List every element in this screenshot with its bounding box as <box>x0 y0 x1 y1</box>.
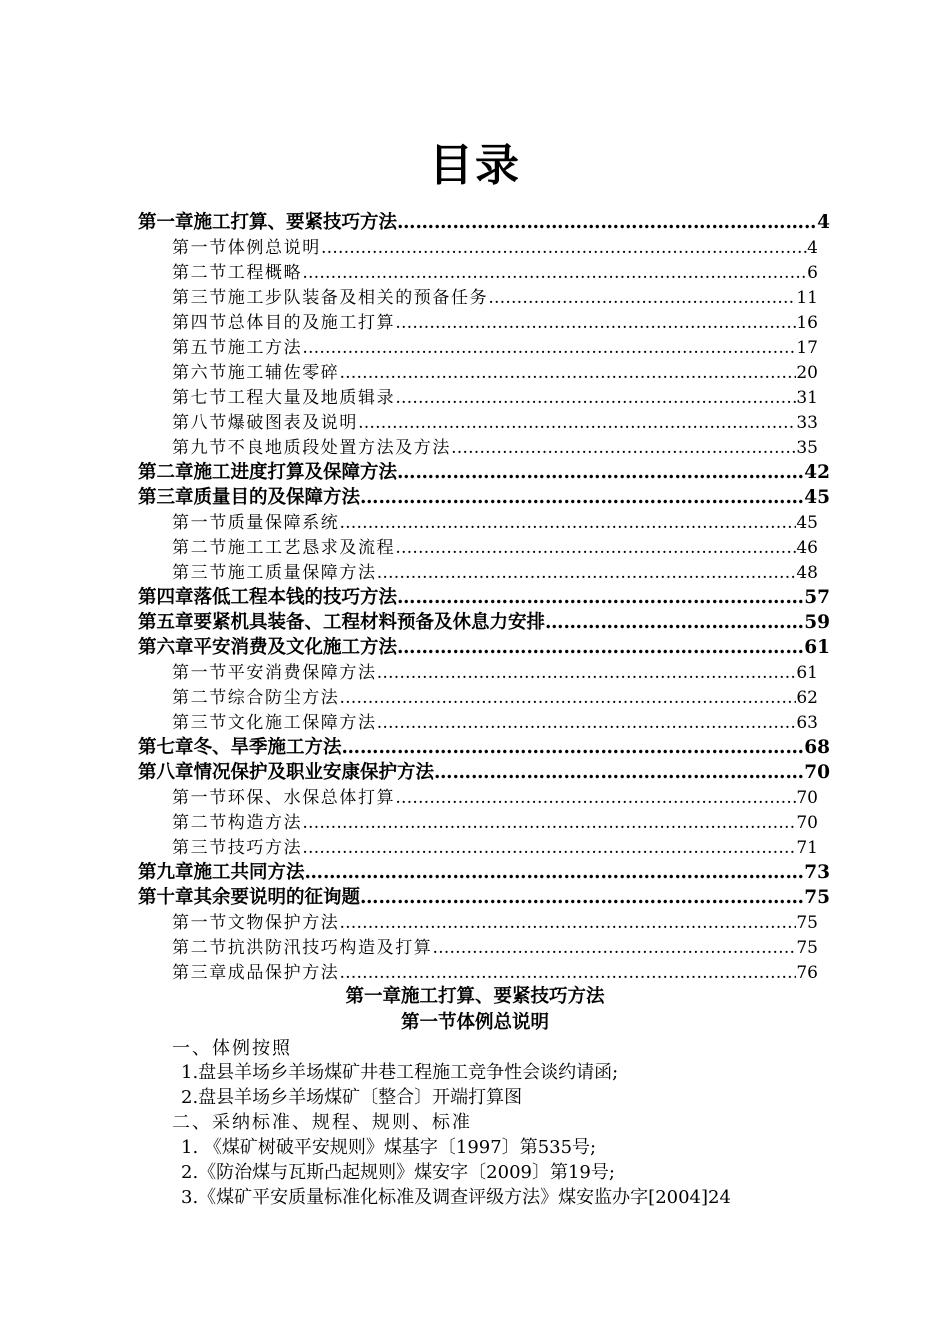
body-line: 2.盘县羊场乡羊场煤矿〔整合〕开端打算图 <box>181 1087 523 1108</box>
toc-leader-dots <box>432 938 796 958</box>
toc-page-number: 6 <box>807 263 818 283</box>
toc-leader-dots <box>321 238 807 258</box>
toc-page-number: 4 <box>817 212 830 233</box>
toc-chapter-entry <box>138 608 830 633</box>
toc-section-entry <box>172 908 818 933</box>
toc-page-number: 70 <box>796 813 818 833</box>
section-heading: 第一节体例总说明 <box>400 1012 549 1033</box>
toc-leader-dots <box>395 788 796 808</box>
toc-entry-label: 第二节综合防尘方法 <box>172 688 340 708</box>
toc-section-entry <box>172 958 818 983</box>
toc-entry-label: 第一节体例总说明 <box>172 238 321 258</box>
toc-section-entry <box>172 308 818 333</box>
toc-entry-label: 第六节施工辅佐零碎 <box>172 363 340 383</box>
toc-entry-label: 第二章施工进度打算及保障方法 <box>138 462 398 483</box>
toc-entry-label: 第八节爆破图表及说明 <box>172 413 358 433</box>
toc-leader-dots <box>360 487 804 508</box>
toc-leader-dots <box>397 587 804 608</box>
toc-chapter-entry <box>138 633 830 658</box>
toc-chapter-entry <box>138 483 830 508</box>
toc-leader-dots <box>339 963 796 983</box>
body-line: 二、采纳标准、规程、规则、标准 <box>172 1112 472 1133</box>
toc-chapter-entry <box>138 208 830 233</box>
toc-page-number: 35 <box>796 438 818 458</box>
body-line: 2.《防治煤与瓦斯凸起规则》煤安字〔2009〕第19号; <box>181 1162 615 1183</box>
toc-page-number: 4 <box>807 238 818 258</box>
toc-chapter-entry <box>138 458 830 483</box>
toc-chapter-entry <box>138 858 830 883</box>
toc-leader-dots <box>339 688 796 708</box>
toc-page-number: 45 <box>804 487 830 508</box>
toc-entry-label: 第五节施工方法 <box>172 338 303 358</box>
toc-section-entry <box>172 808 818 833</box>
toc-chapter-entry <box>138 758 830 783</box>
toc-page-number: 45 <box>796 513 818 533</box>
toc-page-number: 17 <box>796 338 818 358</box>
toc-leader-dots <box>397 462 804 483</box>
toc-page-number: 31 <box>796 388 818 408</box>
toc-entry-label: 第二节工程概略 <box>172 263 303 283</box>
toc-entry-label: 第四章落低工程本钱的技巧方法 <box>138 587 398 608</box>
toc-entry-label: 第三章成品保护方法 <box>172 963 340 983</box>
toc-page-number: 16 <box>796 313 818 333</box>
toc-entry-label: 第二节抗洪防汛技巧构造及打算 <box>172 938 433 958</box>
toc-leader-dots <box>397 212 817 233</box>
toc-section-entry <box>172 658 818 683</box>
body-line: 3.《煤矿平安质量标准化标准及调查评级方法》煤安监办字[2004]24 <box>181 1187 731 1208</box>
toc-page-number: 61 <box>796 663 818 683</box>
toc-section-entry <box>172 258 818 283</box>
toc-leader-dots <box>302 813 796 833</box>
toc-entry-label: 第一节文物保护方法 <box>172 913 340 933</box>
toc-page-number: 11 <box>796 288 818 308</box>
toc-entry-label: 第三节施工步队装备及相关的预备任务 <box>172 288 489 308</box>
toc-page-number: 48 <box>796 563 818 583</box>
toc-page-number: 33 <box>796 413 818 433</box>
toc-entry-label: 第三节文化施工保障方法 <box>172 713 377 733</box>
toc-leader-dots <box>342 737 805 758</box>
toc-section-entry <box>172 833 818 858</box>
toc-entry-label: 第一节质量保障系统 <box>172 513 340 533</box>
toc-leader-dots <box>360 887 804 908</box>
toc-page-number: 63 <box>796 713 818 733</box>
toc-entry-label: 第三章质量目的及保障方法 <box>138 487 361 508</box>
toc-entry-label: 第七章冬、旱季施工方法 <box>138 737 342 758</box>
toc-page-number: 75 <box>804 887 830 908</box>
toc-chapter-entry <box>138 733 830 758</box>
toc-section-entry <box>172 783 818 808</box>
toc-page-number: 62 <box>796 688 818 708</box>
toc-page-number: 75 <box>796 938 818 958</box>
body-line: 1.盘县羊场乡羊场煤矿井巷工程施工竞争性会谈约请函; <box>181 1062 619 1083</box>
toc-page-number: 70 <box>804 762 830 783</box>
toc-entry-label: 第五章要紧机具装备、工程材料预备及休息力安排 <box>138 612 546 633</box>
toc-chapter-entry <box>138 883 830 908</box>
toc-page-number: 71 <box>796 838 818 858</box>
toc-leader-dots <box>395 538 796 558</box>
toc-leader-dots <box>358 413 796 433</box>
body-line: 1. 《煤矿树破平安规则》煤基字〔1997〕第535号; <box>181 1137 597 1158</box>
toc-entry-label: 第二节施工工艺恳求及流程 <box>172 538 396 558</box>
toc-leader-dots <box>488 288 796 308</box>
toc-page-number: 42 <box>804 462 830 483</box>
toc-leader-dots <box>377 563 797 583</box>
toc-leader-dots <box>302 338 796 358</box>
toc-page-number: 57 <box>804 587 830 608</box>
document-title: 目录 <box>429 140 521 191</box>
chapter-heading: 第一章施工打算、要紧技巧方法 <box>345 986 605 1007</box>
toc-leader-dots <box>397 637 804 658</box>
toc-entry-label: 第八章情况保护及职业安康保护方法 <box>138 762 435 783</box>
toc-entry-label: 第三节技巧方法 <box>172 838 303 858</box>
toc-section-entry <box>172 433 818 458</box>
toc-leader-dots <box>434 762 804 783</box>
toc-leader-dots <box>545 612 804 633</box>
body-line: 一、体例按照 <box>172 1038 292 1059</box>
toc-section-entry <box>172 408 818 433</box>
toc-section-entry <box>172 283 818 308</box>
toc-page-number: 70 <box>796 788 818 808</box>
toc-page-number: 20 <box>796 363 818 383</box>
toc-section-entry <box>172 383 818 408</box>
toc-leader-dots <box>395 313 796 333</box>
toc-section-entry <box>172 933 818 958</box>
toc-entry-label: 第四节总体目的及施工打算 <box>172 313 396 333</box>
toc-entry-label: 第一章施工打算、要紧技巧方法 <box>138 212 398 233</box>
toc-entry-label: 第九章施工共同方法 <box>138 862 305 883</box>
toc-entry-label: 第二节构造方法 <box>172 813 303 833</box>
toc-entry-label: 第七节工程大量及地质辑录 <box>172 388 396 408</box>
toc-leader-dots <box>305 862 805 883</box>
toc-leader-dots <box>302 838 796 858</box>
toc-leader-dots <box>339 513 796 533</box>
toc-section-entry <box>172 533 818 558</box>
toc-entry-label: 第一节平安消费保障方法 <box>172 663 377 683</box>
toc-page-number: 59 <box>804 612 830 633</box>
toc-section-entry <box>172 558 818 583</box>
toc-leader-dots <box>451 438 796 458</box>
toc-page-number: 68 <box>804 737 830 758</box>
toc-entry-label: 第十章其余要说明的征询题 <box>138 887 361 908</box>
toc-page-number: 73 <box>804 862 830 883</box>
toc-section-entry <box>172 233 818 258</box>
toc-section-entry <box>172 708 818 733</box>
toc-section-entry <box>172 508 818 533</box>
toc-page-number: 76 <box>796 963 818 983</box>
toc-entry-label: 第一节环保、水保总体打算 <box>172 788 396 808</box>
toc-leader-dots <box>339 363 796 383</box>
toc-section-entry <box>172 333 818 358</box>
toc-section-entry <box>172 683 818 708</box>
toc-page-number: 61 <box>804 637 830 658</box>
toc-entry-label: 第九节不良地质段处置方法及方法 <box>172 438 451 458</box>
toc-entry-label: 第三节施工质量保障方法 <box>172 563 377 583</box>
toc-page-number: 46 <box>796 538 818 558</box>
toc-leader-dots <box>339 913 796 933</box>
toc-leader-dots <box>377 713 797 733</box>
toc-chapter-entry <box>138 583 830 608</box>
toc-entry-label: 第六章平安消费及文化施工方法 <box>138 637 398 658</box>
toc-page-number: 75 <box>796 913 818 933</box>
toc-leader-dots <box>377 663 797 683</box>
toc-leader-dots <box>302 263 807 283</box>
toc-section-entry <box>172 358 818 383</box>
toc-leader-dots <box>395 388 796 408</box>
